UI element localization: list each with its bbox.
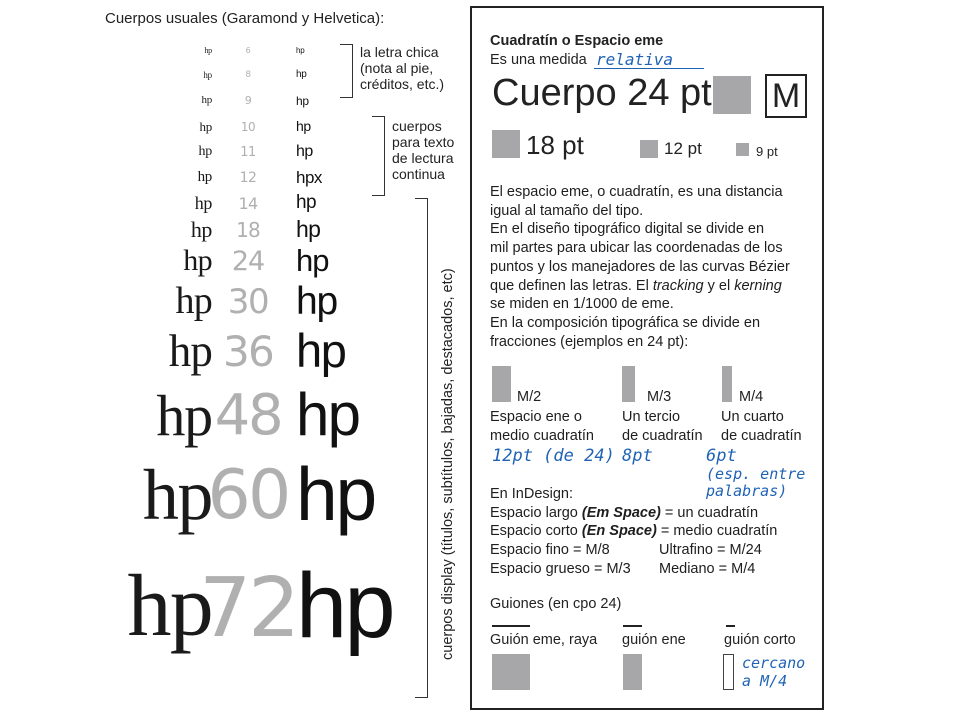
specimen-sans-72: hp — [296, 555, 393, 658]
specimen-size-12: 12 — [239, 170, 257, 187]
label-m2: M/2 — [517, 389, 542, 405]
block-m3 — [622, 366, 635, 402]
card-heading: Cuadratín o Espacio eme — [490, 33, 664, 49]
block-m4 — [722, 366, 732, 402]
dash-en-mark — [623, 625, 642, 627]
specimen-serif-36: hp — [168, 325, 212, 376]
indesign-en-row: Espacio corto (En Space) = medio cuadratín — [490, 523, 778, 540]
explanation-line: puntos y los manejadores de las curvas Bézier — [490, 258, 790, 275]
em-square-18 — [492, 130, 520, 158]
measure-label: Es una medida — [490, 52, 587, 68]
specimen-serif-8: hp — [203, 69, 212, 80]
size-9: 9 pt — [756, 144, 778, 159]
specimen-serif-14: hp — [194, 192, 212, 213]
em-square-9 — [736, 143, 749, 156]
guion-ene-block — [623, 654, 642, 690]
specimen-sans-36: hp — [296, 324, 346, 378]
specimen-sans-9: hp — [296, 93, 309, 108]
em-explanation — [490, 183, 820, 351]
explanation-line: mil partes para ubicar las coordenadas de los — [490, 240, 783, 257]
guion-corto-block — [723, 654, 734, 690]
note-small: la letra chica (nota al pie, créditos, etc.) — [360, 44, 445, 92]
specimen-sans-60: hp — [296, 451, 375, 536]
guion-ene-label: guión ene — [622, 632, 686, 648]
specimen-size-36: 36 — [222, 327, 274, 377]
explanation-line: que definen las letras. El tracking y el kerning — [490, 277, 782, 294]
indesign-block — [490, 485, 820, 578]
specimen-sans-24: hp — [296, 242, 329, 278]
specimen-serif-60: hp — [142, 454, 212, 535]
specimen-size-8: 8 — [245, 69, 251, 80]
specimen-serif-9: hp — [201, 94, 212, 107]
fraction-m2-text: Espacio ene o medio cuadratín — [490, 409, 594, 444]
size-18: 18 pt — [526, 130, 584, 160]
indesign-title: En InDesign: — [490, 486, 574, 502]
em-box-m — [765, 74, 807, 118]
hand-cercano: cercano — [742, 654, 806, 672]
specimen-sans-30: hp — [296, 279, 338, 323]
explanation-line: igual al tamaño del tipo. — [490, 202, 644, 219]
specimen-size-60: 60 — [207, 455, 289, 535]
specimen-size-24: 24 — [231, 245, 265, 277]
explanation-line: El espacio eme, o cuadratín, es una distancia — [490, 184, 783, 200]
fraction-m4-text: Un cuarto de cuadratín — [721, 409, 802, 444]
guion-eme-block — [492, 654, 530, 690]
em-box-letter: M — [771, 77, 801, 115]
note-body: cuerpos para texto de lectura continua — [392, 118, 455, 182]
fraction-m3-text: Un tercio de cuadratín — [622, 409, 703, 444]
indesign-grid-row-2: Espacio grueso = M/3 Mediano = M/4 — [490, 560, 756, 577]
em-square-12 — [640, 140, 658, 158]
specimen-serif-24: hp — [183, 243, 212, 277]
hand-6pt: 6pt — [706, 446, 737, 466]
specimen-size-30: 30 — [227, 282, 269, 323]
dash-em-mark — [492, 625, 530, 627]
specimen-serif-48: hp — [156, 382, 212, 448]
bracket-body — [372, 116, 385, 196]
specimen-sans-11: hp — [296, 142, 313, 160]
specimen-size-48: 48 — [214, 383, 282, 449]
hand-12pt: 12pt (de 24) — [492, 446, 615, 466]
explanation-line: se miden en 1/1000 de eme. — [490, 296, 674, 313]
specimen-serif-18: hp — [190, 216, 212, 242]
specimen-size-18: 18 — [236, 218, 260, 243]
specimen-serif-30: hp — [175, 280, 212, 323]
specimen-serif-6: hp — [204, 45, 212, 55]
specimen-serif-12: hp — [197, 169, 212, 186]
em-square-24 — [713, 76, 751, 114]
hand-8pt: 8pt — [622, 446, 653, 466]
specimen-size-14: 14 — [238, 193, 258, 213]
specimen-sans-12: hpx — [296, 167, 322, 187]
label-m3: M/3 — [647, 389, 672, 405]
block-m2 — [492, 366, 511, 402]
big-cuerpo: Cuerpo 24 pt — [492, 72, 712, 114]
specimen-sans-48: hp — [296, 381, 360, 449]
em-space-card — [470, 6, 824, 710]
explanation-line: fracciones (ejemplos en 24 pt): — [490, 333, 689, 350]
hand-am4: a M/4 — [742, 672, 788, 690]
measure-underline — [594, 68, 704, 69]
measure-handwriting: relativa — [596, 50, 674, 69]
specimen-sans-10: hp — [296, 118, 311, 135]
specimen-size-72: 72 — [199, 561, 297, 657]
specimen-sans-14: hp — [296, 192, 316, 214]
dash-hyphen-mark — [726, 625, 735, 627]
explanation-line: En el diseño tipográfico digital se divide en — [490, 221, 765, 238]
specimen-title: Cuerpos usuales (Garamond y Helvetica): — [105, 10, 385, 27]
label-m4: M/4 — [739, 389, 764, 405]
specimen-sans-8: hp — [296, 69, 307, 81]
hand-esp-entre: (esp. entre — [706, 465, 806, 483]
explanation-line: En la composición tipográfica se divide en — [490, 314, 761, 331]
guion-eme-label: Guión eme, raya — [490, 632, 598, 648]
specimen-serif-10: hp — [199, 118, 212, 134]
bracket-display — [415, 198, 428, 698]
specimen-size-6: 6 — [245, 45, 251, 55]
size-12: 12 pt — [664, 139, 702, 158]
specimen-sans-6: hp — [296, 45, 305, 55]
specimen-serif-72: hp — [127, 558, 212, 656]
guiones-title: Guiones (en cpo 24) — [490, 596, 622, 612]
indesign-grid-row-1: Espacio fino = M/8 Ultrafino = M/24 — [490, 542, 762, 559]
specimen-size-9: 9 — [244, 94, 252, 108]
note-display: cuerpos display (títulos, subtítulos, bajadas, destacados, etc) — [440, 268, 456, 660]
guion-corto-label: guión corto — [724, 632, 796, 648]
hand-palabras: palabras) — [706, 482, 788, 500]
specimen-size-10: 10 — [240, 119, 256, 134]
specimen-serif-11: hp — [198, 144, 212, 160]
indesign-em-row: Espacio largo (Em Space) = un cuadratín — [490, 504, 759, 521]
specimen-size-11: 11 — [240, 144, 256, 160]
specimen-sans-18: hp — [296, 216, 321, 243]
bracket-small — [340, 44, 353, 98]
